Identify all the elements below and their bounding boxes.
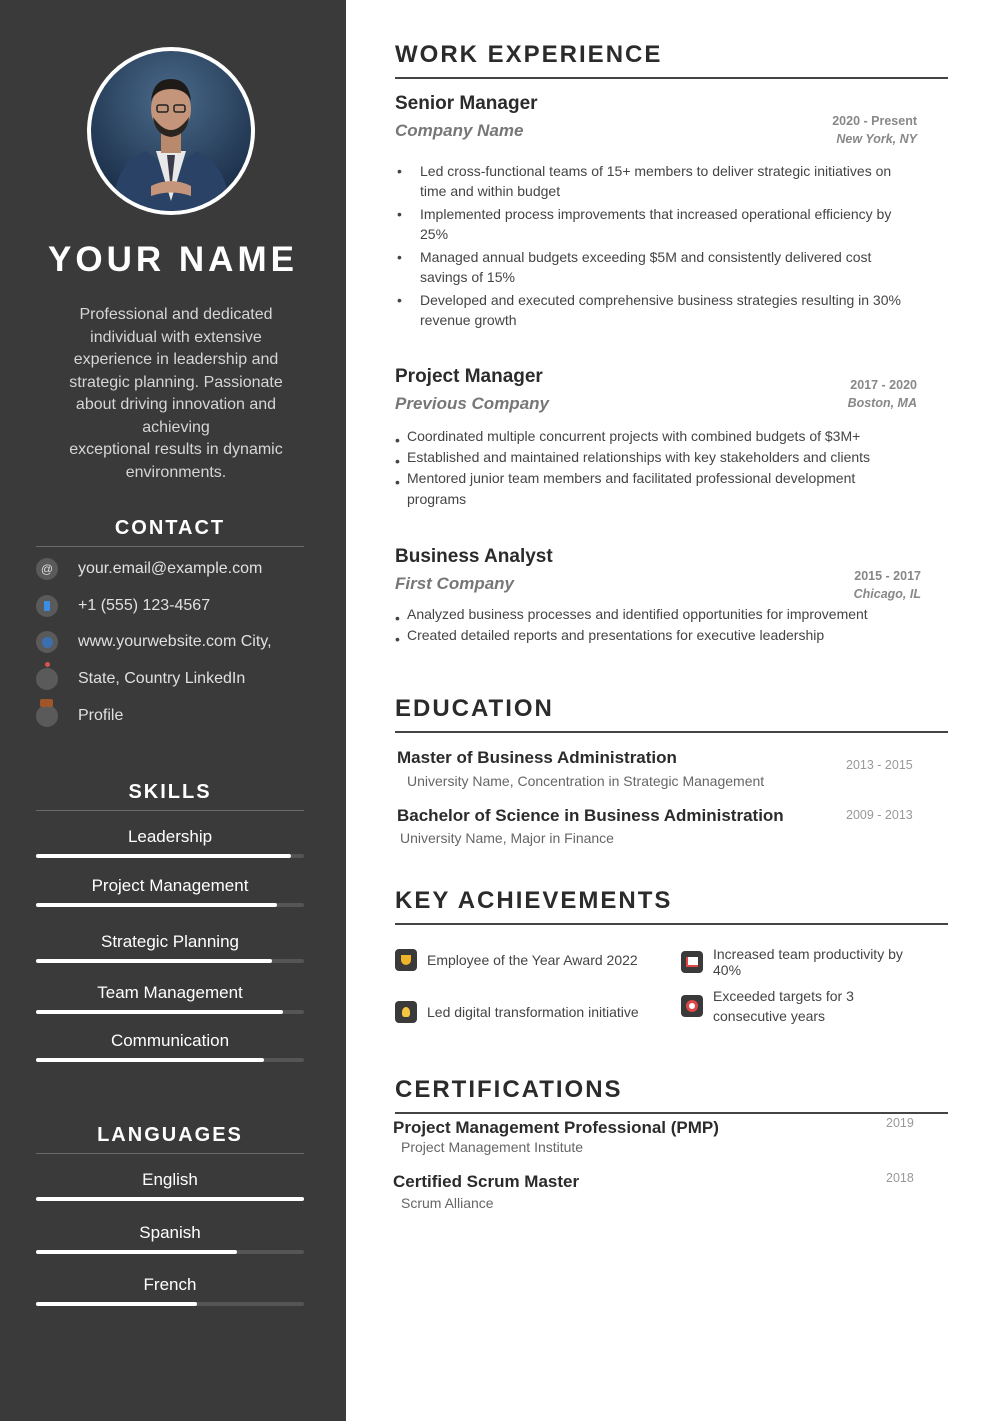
briefcase-icon	[36, 705, 58, 727]
skill-bar-fill	[36, 1058, 264, 1062]
trophy-icon	[395, 949, 417, 971]
contact-website[interactable]	[36, 629, 326, 655]
contact-location	[36, 666, 326, 692]
skill-project-management	[36, 876, 304, 907]
language-label: French	[143, 1275, 197, 1294]
skill-bar-fill	[36, 1010, 283, 1014]
language-bar-track	[36, 1197, 304, 1201]
job-bullets	[395, 161, 905, 333]
education-school: University Name, Concentration in Strategic Management	[407, 773, 765, 789]
certification-year: 2019	[886, 1116, 914, 1130]
achievement-text: Increased team productivity by 40%	[713, 946, 903, 978]
language-bar-fill	[36, 1197, 304, 1201]
job-title: Business Analyst	[395, 546, 553, 567]
skill-label: Team Management	[97, 983, 243, 1002]
list-item: • Analyzed business processes and identified opportunities for improvement	[395, 604, 905, 625]
skill-communication	[36, 1031, 304, 1062]
company-name: First Company	[395, 574, 515, 593]
skill-team-management	[36, 983, 304, 1014]
summary-line: strategic planning. Passionate	[69, 373, 283, 391]
certification-year: 2018	[886, 1171, 914, 1185]
job-title: Project Manager	[395, 366, 543, 387]
education-degree: Bachelor of Science in Business Administration	[397, 806, 784, 825]
language-bar-fill	[36, 1250, 237, 1254]
job-location: New York, NY	[836, 132, 917, 146]
achievement-text: Employee of the Year Award 2022	[427, 952, 638, 968]
language-english	[36, 1170, 304, 1201]
summary-line: exceptional results in dynamic	[69, 441, 283, 458]
target-icon	[681, 995, 703, 1017]
achievement-text: Led digital transformation initiative	[427, 1004, 639, 1020]
contact-phone-text: +1 (555) 123-4567	[78, 597, 211, 614]
job-date-range: 2017 - 2020	[850, 378, 917, 392]
contact-email[interactable]	[36, 556, 326, 582]
skill-strategic-planning	[36, 932, 304, 963]
education-degree: Master of Business Administration	[397, 748, 677, 767]
certification-name: Project Management Professional (PMP)	[393, 1118, 719, 1137]
profile-photo-frame	[87, 47, 255, 215]
list-item: • Led cross-functional teams of 15+ members to deliver strategic initiatives on time and within budget	[395, 161, 905, 201]
list-item: • Developed and executed comprehensive business strategies resulting in 30% revenue growth	[395, 290, 905, 330]
achievement-item	[395, 949, 665, 971]
language-label: English	[142, 1170, 198, 1189]
company-name: Previous Company	[395, 394, 549, 413]
sidebar	[0, 0, 346, 1421]
language-label: Spanish	[139, 1223, 201, 1242]
lightbulb-icon	[395, 1001, 417, 1023]
certifications-heading: CERTIFICATIONS	[395, 1076, 948, 1114]
work-experience-heading: WORK EXPERIENCE	[395, 41, 948, 79]
education-dates: 2009 - 2013	[846, 808, 913, 822]
job-title: Senior Manager	[395, 93, 538, 114]
skill-bar-fill	[36, 903, 277, 907]
contact-phone[interactable]	[36, 593, 326, 619]
job-date-range: 2020 - Present	[832, 114, 917, 128]
language-bar-track	[36, 1302, 304, 1306]
summary-line: individual with extensive	[90, 328, 262, 346]
achievement-item	[395, 1001, 665, 1023]
skill-bar-track	[36, 1010, 304, 1014]
contact-heading: CONTACT	[36, 517, 304, 547]
chart-up-icon	[681, 951, 703, 973]
language-spanish	[36, 1223, 304, 1254]
list-item: • Established and maintained relationships with key stakeholders and clients	[395, 447, 905, 468]
achievement-item	[681, 986, 861, 1026]
achievement-item	[681, 946, 911, 978]
job-dates	[848, 376, 917, 412]
summary-line: environments.	[125, 463, 227, 481]
job-location: Boston, MA	[847, 396, 917, 410]
location-pin-icon	[36, 668, 58, 690]
language-french	[36, 1275, 304, 1306]
certification-name: Certified Scrum Master	[393, 1172, 580, 1191]
skill-bar-fill	[36, 854, 291, 858]
skill-bar-fill	[36, 959, 272, 963]
summary-line: achieving	[142, 418, 210, 436]
skill-label: Communication	[110, 1031, 230, 1050]
key-achievements-heading: KEY ACHIEVEMENTS	[395, 887, 948, 925]
skill-bar-track	[36, 1058, 304, 1062]
full-name: YOUR NAME	[48, 240, 298, 279]
achievement-text: Exceeded targets for 3 consecutive years	[713, 988, 854, 1024]
job-location: Chicago, IL	[853, 587, 921, 601]
skill-label: Strategic Planning	[101, 932, 239, 951]
summary-line: experience in leadership and	[73, 351, 279, 368]
person-portrait-icon	[91, 51, 251, 211]
skill-label: Leadership	[127, 827, 213, 846]
company-name: Company Name	[395, 121, 524, 140]
education-dates: 2013 - 2015	[846, 758, 913, 772]
language-bar-track	[36, 1250, 304, 1254]
contact-email-text: your.email@example.com	[78, 560, 263, 577]
skills-heading: SKILLS	[36, 781, 304, 811]
job-dates	[854, 567, 921, 603]
contact-website-text: www.yourwebsite.com City,	[78, 633, 272, 650]
summary-line: Professional and dedicated	[79, 306, 273, 323]
list-item: • Coordinated multiple concurrent projects with combined budgets of $3M+	[395, 426, 905, 447]
skill-bar-track	[36, 903, 304, 907]
skill-label: Project Management	[91, 876, 249, 895]
skill-bar-track	[36, 854, 304, 858]
education-school: University Name, Major in Finance	[400, 830, 614, 846]
certification-org: Scrum Alliance	[401, 1195, 494, 1211]
job-dates	[832, 112, 917, 148]
languages-heading: LANGUAGES	[36, 1124, 304, 1154]
list-item: • Implemented process improvements that increased operational efficiency by 25%	[395, 204, 905, 244]
job-date-range: 2015 - 2017	[854, 569, 921, 583]
job-bullets	[395, 426, 905, 510]
list-item: • Mentored junior team members and facilitated professional development programs	[395, 468, 905, 510]
summary-line: about driving innovation and	[75, 396, 277, 413]
language-bar-fill	[36, 1302, 197, 1306]
list-item: • Created detailed reports and presentations for executive leadership	[395, 625, 905, 646]
profile-summary	[60, 304, 292, 484]
contact-linkedin[interactable]	[36, 703, 326, 729]
at-icon: @	[36, 558, 58, 580]
contact-linkedin-text: Profile	[78, 707, 124, 724]
contact-location-text: State, Country LinkedIn	[78, 670, 246, 687]
education-heading: EDUCATION	[395, 695, 948, 733]
profile-photo	[91, 51, 251, 211]
job-bullets	[395, 604, 905, 646]
skill-bar-track	[36, 959, 304, 963]
globe-icon	[36, 631, 58, 653]
list-item: • Managed annual budgets exceeding $5M and consistently delivered cost savings of 15%	[395, 247, 905, 287]
certification-org: Project Management Institute	[401, 1139, 584, 1155]
phone-icon	[36, 595, 58, 617]
skill-leadership	[36, 827, 304, 858]
